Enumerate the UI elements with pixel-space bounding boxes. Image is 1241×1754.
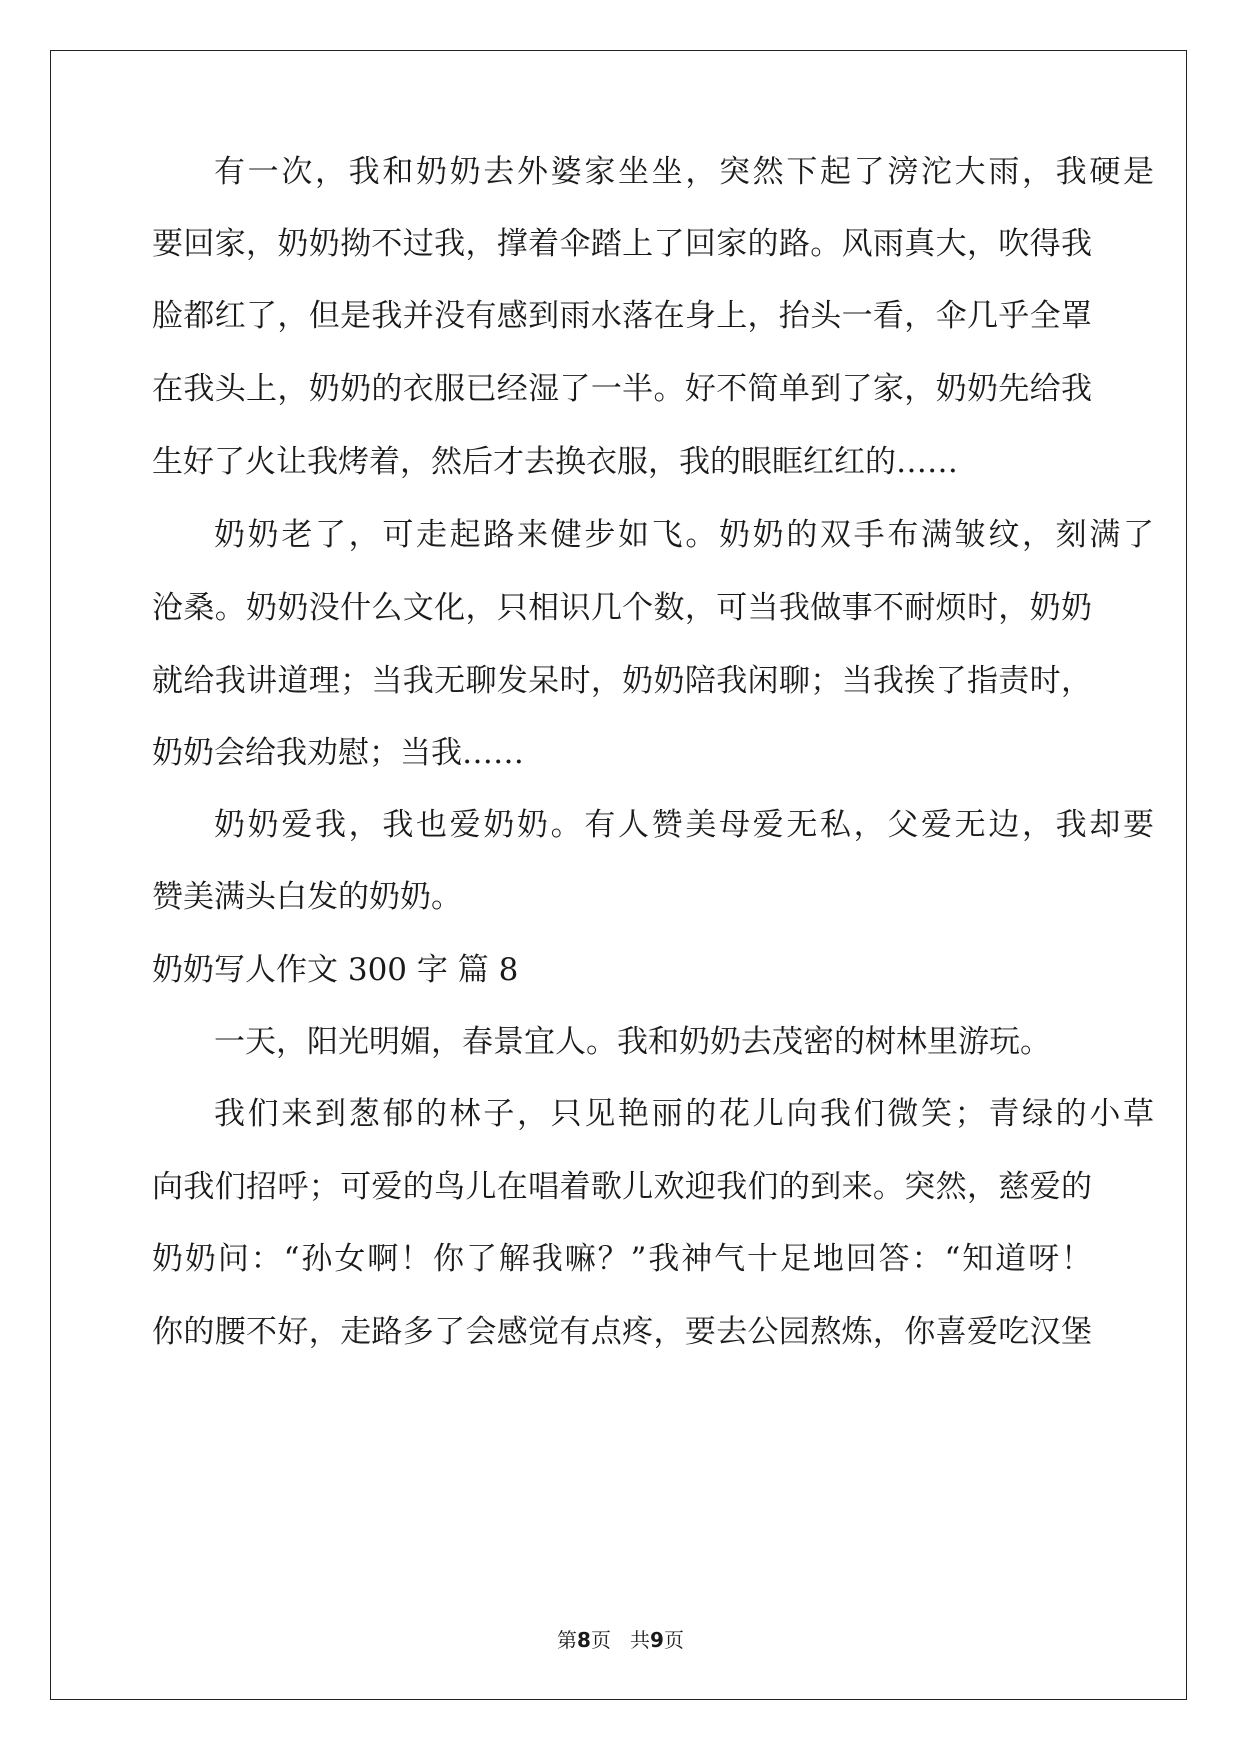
text-line: 奶奶会给我劝慰；当我…… [152, 735, 524, 771]
page-footer [0, 1624, 1241, 1653]
text-line: 在我头上，奶奶的衣服已经湿了一半。好不简单到了家，奶奶先给我 [152, 371, 1092, 407]
text-line: 有一次，我和奶奶去外婆家坐坐，突然下起了滂沱大雨，我硬是 [214, 154, 1154, 190]
text-line: 赞美满头白发的奶奶。 [152, 879, 462, 915]
text-line: 要回家，奶奶拗不过我，撑着伞踏上了回家的路。风雨真大，吹得我 [152, 226, 1092, 262]
text-line: 就给我讲道理；当我无聊发呆时，奶奶陪我闲聊；当我挨了指责时， [152, 663, 1092, 699]
footer-suffix: 页 [663, 1628, 684, 1652]
text-line: 一天，阳光明媚，春景宜人。我和奶奶去茂密的树林里游玩。 [214, 1024, 1051, 1060]
footer-mid: 页 共 [590, 1628, 651, 1652]
current-page-number: 8 [577, 1628, 591, 1652]
text-line: 生好了火让我烤着，然后才去换衣服，我的眼眶红红的…… [152, 444, 958, 480]
text-line: 沧桑。奶奶没什么文化，只相识几个数，可当我做事不耐烦时，奶奶 [152, 590, 1092, 626]
text-line: 你的腰不好，走路多了会感觉有点疼，要去公园熬炼，你喜爱吃汉堡 [152, 1314, 1092, 1350]
section-heading: 奶奶写人作文 300 字 篇 8 [152, 952, 519, 988]
text-line: 脸都红了，但是我并没有感到雨水落在身上，抬头一看，伞几乎全罩 [152, 298, 1092, 334]
text-line: 奶奶问：“孙女啊！你了解我嘛？”我神气十足地回答：“知道呀！ [152, 1241, 1092, 1277]
total-page-number: 9 [650, 1628, 664, 1652]
footer-prefix: 第 [557, 1628, 578, 1652]
text-line: 奶奶爱我，我也爱奶奶。有人赞美母爱无私，父爱无边，我却要 [214, 807, 1154, 843]
text-line: 向我们招呼；可爱的鸟儿在唱着歌儿欢迎我们的到来。突然，慈爱的 [152, 1169, 1092, 1205]
text-line: 奶奶老了，可走起路来健步如飞。奶奶的双手布满皱纹，刻满了 [214, 517, 1154, 553]
text-line: 我们来到葱郁的林子，只见艳丽的花儿向我们微笑；青绿的小草 [214, 1096, 1154, 1132]
